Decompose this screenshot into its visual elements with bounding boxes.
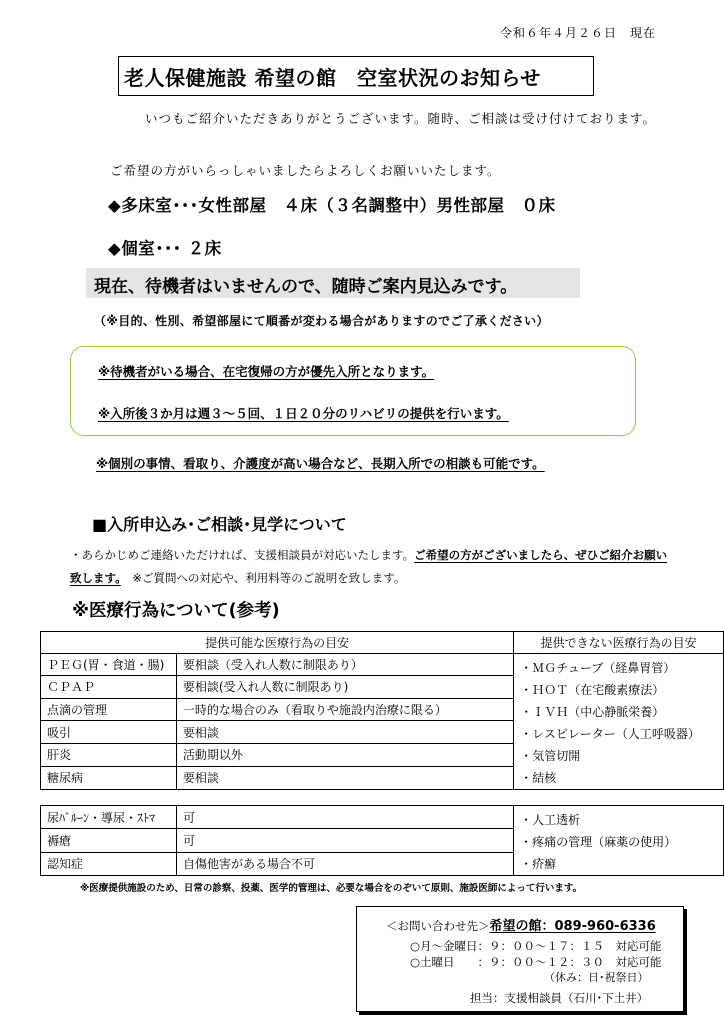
staff-contact: 担当：支援相談員（石川･下土井） bbox=[470, 991, 649, 1005]
table-row bbox=[41, 806, 724, 829]
procedure-name: 吸引 bbox=[41, 721, 177, 744]
unavailable-procedures-list bbox=[514, 653, 724, 789]
list-item: ・ＨＯＴ（在宅酸素療法） bbox=[520, 682, 665, 697]
list-item: ・ＩＶＨ（中心静脈栄養） bbox=[520, 704, 665, 719]
application-line-2 bbox=[70, 570, 405, 586]
procedure-name: ＣＰＡＰ bbox=[41, 676, 177, 699]
application-section-heading: ■入所申込み･ご相談･見学について bbox=[92, 515, 347, 534]
condition-status: 可 bbox=[176, 829, 513, 852]
medical-procedures-table bbox=[40, 631, 724, 790]
procedure-name: ＰＥＧ(胃・食道・腸) bbox=[41, 653, 177, 676]
list-item: ・疼痛の管理（麻薬の使用） bbox=[520, 835, 677, 849]
facility-phone[interactable]: 希望の館：089-960-6336 bbox=[489, 919, 656, 934]
list-item: ・気管切開 bbox=[520, 748, 581, 763]
list-item: ・ＭＧチューブ（経鼻胃管） bbox=[520, 660, 676, 675]
unavailable-procedures-list-2 bbox=[514, 806, 724, 876]
list-item: ・人工透析 bbox=[520, 813, 581, 827]
waiting-status-headline: 現在、待機者はいませんので、随時ご案内見込みです。 bbox=[94, 277, 518, 297]
condition-name: 認知症 bbox=[41, 852, 177, 875]
document-date: 令和６年４月２６日 現在 bbox=[499, 26, 656, 40]
procedure-name: 糖尿病 bbox=[41, 766, 177, 789]
procedure-status: 要相談(受入れ人数に制限あり) bbox=[176, 676, 513, 699]
procedure-name: 点滴の管理 bbox=[41, 698, 177, 721]
priority-admission-notice: ※待機者がいる場合、在宅復帰の方が優先入所となります。 bbox=[98, 364, 435, 379]
intro-paragraph-2: ご希望の方がいらっしゃいましたらよろしくお願いいたします。 bbox=[110, 163, 501, 178]
available-procedures-header: 提供可能な医療行為の目安 bbox=[41, 632, 514, 654]
weekday-hours: ○月～金曜日：９：００～１７：１５ 対応可能 bbox=[410, 939, 662, 953]
waiting-status-note: （※目的、性別、希望部屋にて順番が変わる場合がありますのでご了承ください） bbox=[94, 314, 549, 328]
referral-request-emphasis-end: 致します。 bbox=[70, 571, 121, 585]
multi-bed-room-availability: ◆多床室･･･女性部屋 ４床（３名調整中）男性部屋 ０床 bbox=[108, 196, 556, 215]
saturday-hours: ○土曜日 ：９：００～１２：３０ 対応可能 bbox=[410, 955, 662, 969]
medical-section-heading: ※医療行為について(参考) bbox=[72, 601, 280, 621]
contact-label: ＜お問い合わせ先＞ bbox=[386, 919, 490, 933]
procedure-status: 一時的な場合のみ（看取りや施設内治療に限る） bbox=[176, 698, 513, 721]
contact-header bbox=[386, 915, 656, 934]
procedure-status: 要相談 bbox=[176, 721, 513, 744]
referral-request-emphasis: ご希望の方がございましたら、ぜひご紹介お願い bbox=[414, 548, 668, 562]
table-row bbox=[41, 653, 724, 676]
private-room-availability: ◆個室･･･ ２床 bbox=[108, 239, 222, 258]
procedure-status: 要相談 bbox=[176, 766, 513, 789]
long-term-stay-notice: ※個別の事情、看取り、介護度が高い場合など、長期入所での相談も可能です。 bbox=[96, 456, 545, 471]
application-line-1 bbox=[70, 547, 667, 563]
unavailable-procedures-header: 提供できない医療行為の目安 bbox=[514, 632, 724, 654]
page-title: 老人保健施設 希望の館 空室状況のお知らせ bbox=[124, 66, 541, 90]
procedure-status: 要相談（受入れ人数に制限あり） bbox=[176, 653, 513, 676]
list-item: ・結核 bbox=[520, 770, 557, 785]
condition-status: 可 bbox=[176, 806, 513, 829]
application-line-1-plain: ・あらかじめご連絡いただければ、支援相談員が対応いたします。 bbox=[70, 548, 415, 562]
other-conditions-table bbox=[40, 805, 724, 876]
condition-name: 尿ﾊﾞﾙｰﾝ・導尿・ｽﾄﾏ bbox=[41, 806, 177, 829]
procedure-status: 活動期以外 bbox=[176, 744, 513, 767]
rehab-notice: ※入所後３か月は週３～５回、１日２０分のリハビリの提供を行います。 bbox=[98, 406, 509, 421]
list-item: ・レスピレーター（人工呼吸器） bbox=[520, 726, 700, 741]
holidays-note: （休み：日･祝祭日） bbox=[544, 971, 649, 984]
procedure-name: 肝炎 bbox=[41, 744, 177, 767]
intro-paragraph-1: いつもご紹介いただきありがとうございます。随時、ご相談は受け付けております。 bbox=[145, 111, 657, 126]
notice-box bbox=[70, 346, 636, 436]
table-header-row bbox=[41, 632, 724, 654]
application-line-2-plain: ※ご質問への対応や、利用料等のご説明を致します。 bbox=[120, 571, 406, 585]
condition-status: 自傷他害がある場合不可 bbox=[176, 852, 513, 875]
medical-footnote: ※医療提供施設のため、日常の診察、投薬、医学的管理は、必要な場合をのぞいて原則、施設医師によって行います。 bbox=[80, 883, 583, 894]
list-item: ・疥癬 bbox=[520, 857, 557, 871]
condition-name: 褥瘡 bbox=[41, 829, 177, 852]
